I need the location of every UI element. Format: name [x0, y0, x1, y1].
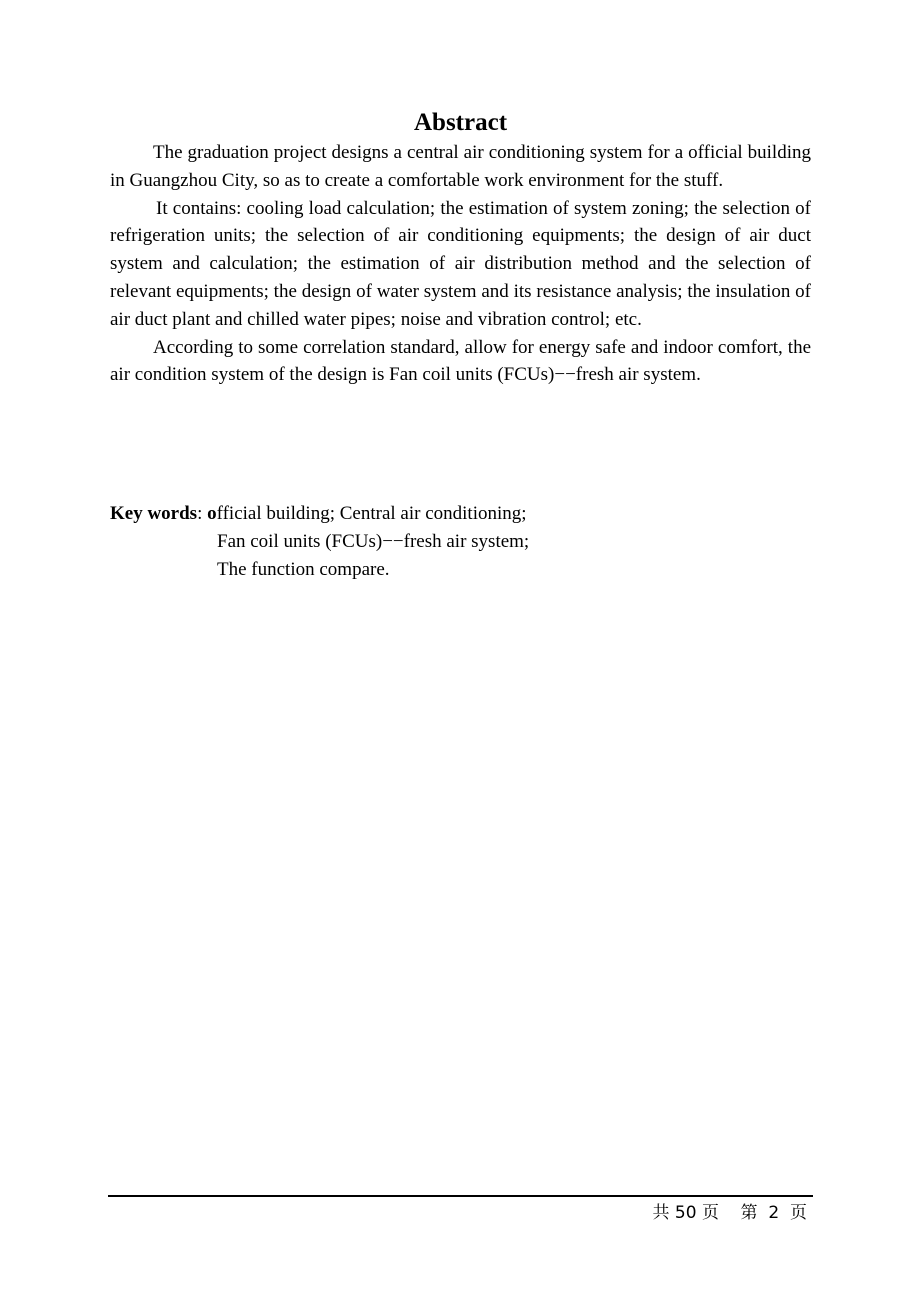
keyword-1-rest: fficial building; Central air conditioning;: [216, 503, 527, 524]
keywords-line-3: The function compare.: [217, 559, 390, 580]
abstract-paragraph-2: It contains: cooling load calculation; the estimation of system zoning; the selection of refrigeration units; the selection of air conditioning equipments; the design of air duct system and calculation; the estimation of air distribution method and the selection of relevant equipments; the design of water system and its resistance analysis; the insulation of air duct plant and chilled water pipes; noise and vibration control; etc.: [110, 197, 811, 330]
footer-divider: [108, 1195, 813, 1197]
page-number-footer: 共 50 页 第 2 页: [652, 1203, 807, 1223]
abstract-title: Abstract: [413, 109, 508, 136]
keywords-line-2: Fan coil units (FCUs)−−fresh air system;: [217, 531, 530, 552]
keywords-separator: :: [197, 503, 208, 524]
keyword-1-initial: o: [207, 503, 217, 524]
keywords-label: Key words: [110, 503, 198, 524]
abstract-body: [110, 139, 811, 389]
abstract-paragraph-3: According to some correlation standard, allow for energy safe and indoor comfort, the air condition system of the design is Fan coil units (FCUs)−−fresh air system.: [110, 336, 811, 386]
keywords-line-1: [110, 500, 811, 528]
abstract-paragraph-1: The graduation project designs a central air conditioning system for a official building in Guangzhou City, so as to create a comfortable work environment for the stuff.: [110, 142, 811, 191]
keywords-block: [110, 500, 811, 584]
